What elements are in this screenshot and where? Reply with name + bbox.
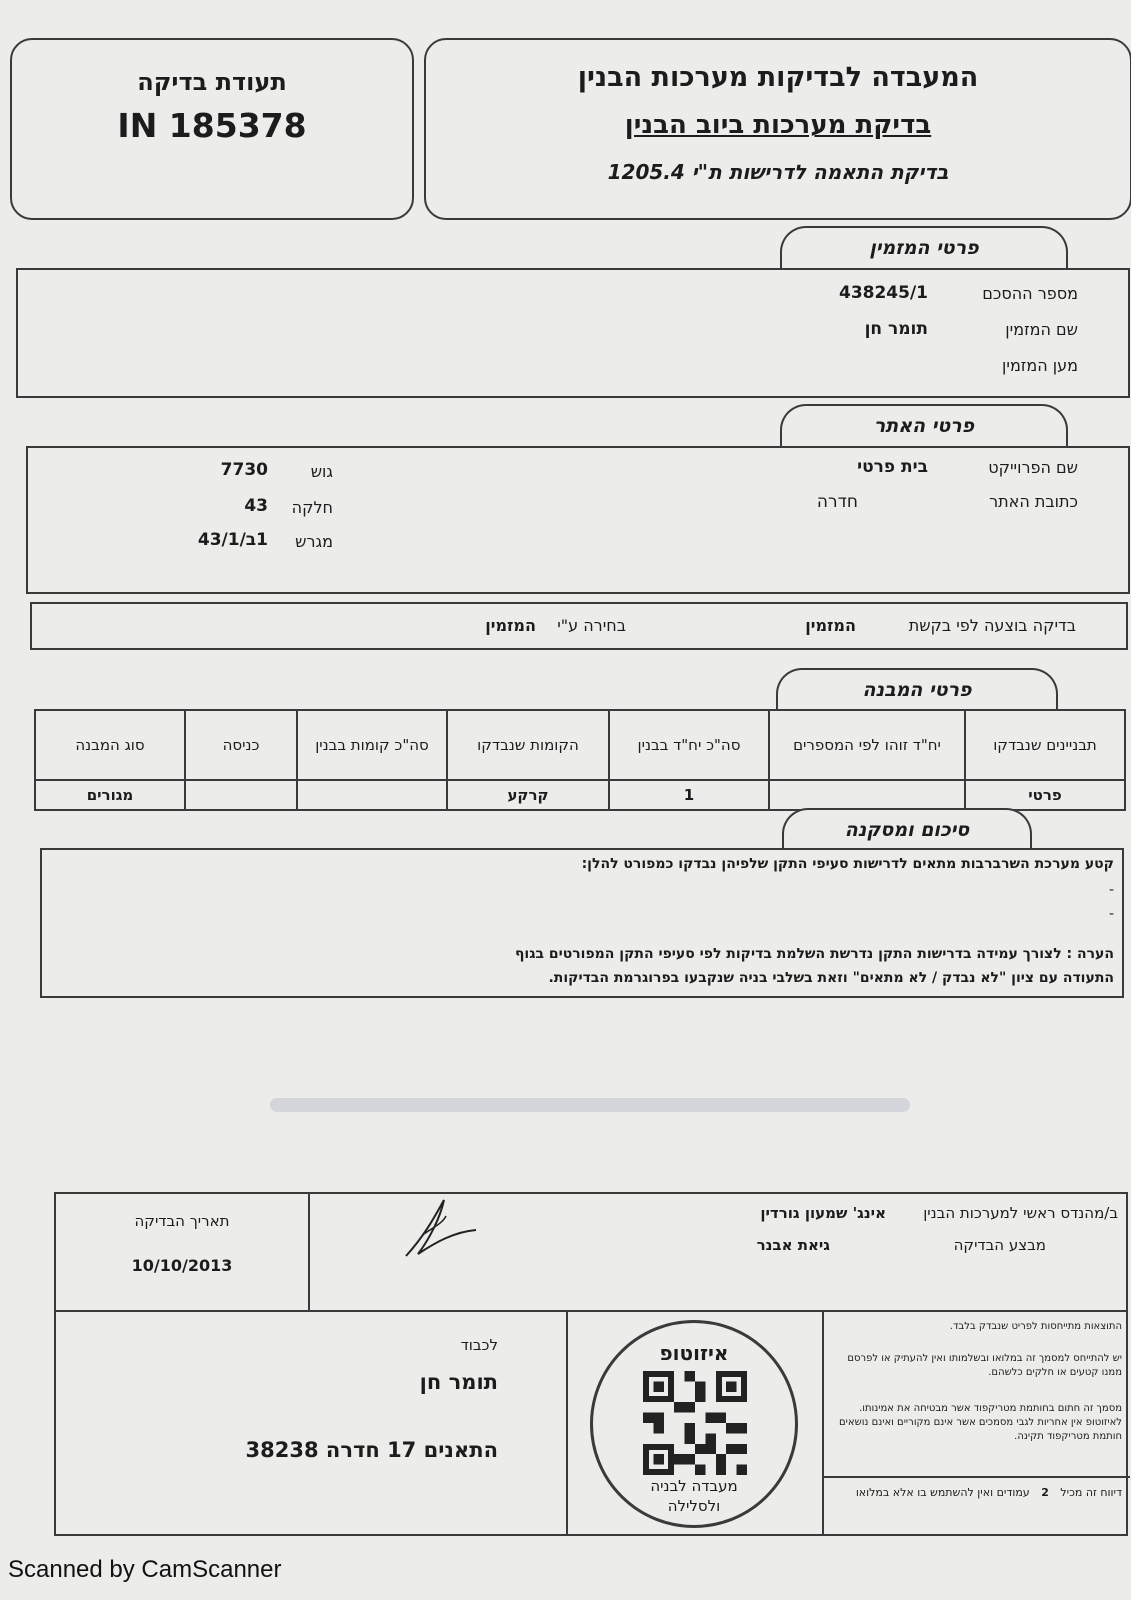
pages-count: 2 — [1041, 1486, 1049, 1499]
conformance-line: בדיקת התאמה לדרישות ת"י 1205.4 — [607, 160, 949, 184]
header-cell: יח"ד זוהו לפי המספרים — [769, 710, 965, 780]
site-details-box — [26, 446, 1130, 594]
helka-value: 43 — [244, 496, 268, 516]
migrash-value: 1ב/43/1 — [197, 530, 268, 550]
customer-name-value: תומר חן — [864, 319, 928, 339]
pages-prefix: דיווח זה מכיל — [1060, 1486, 1122, 1499]
summary-bullet: - — [1108, 882, 1114, 898]
gush-value: 7730 — [220, 460, 268, 480]
summary-note: הערה : לצורך עמידה בדרישות התקן נדרשת השלמת בדיקות לפי סעיפי התקן המפורטים בגוף — [514, 946, 1114, 962]
header-cell: הקומות שנבדקו — [447, 710, 609, 780]
lab-header-box — [424, 38, 1131, 220]
site-address-value: חדרה — [816, 492, 858, 512]
migrash-label: מגרש — [295, 532, 333, 551]
building-table-header — [35, 710, 1125, 780]
stamp-top-text: איזוטופ — [659, 1341, 729, 1365]
performed-by-label: בדיקה בוצעה לפי בקשת — [908, 616, 1076, 635]
lab-name: המעבדה לבדיקות מערכות הבנין — [577, 62, 979, 93]
header-cell: סוג המבנה — [35, 710, 185, 780]
certificate-number: IN 185378 — [117, 106, 307, 145]
disclaimer-p1: התוצאות מתייחסות לפריט שנבדק בלבד. — [949, 1321, 1122, 1332]
table-row — [35, 780, 1125, 810]
chief-engineer-label: ב/מהנדס ראשי למערכות הבנין — [923, 1204, 1118, 1222]
customer-details-box — [16, 268, 1130, 398]
table-cell: 1 — [609, 780, 769, 810]
table-cell: פרטי — [965, 780, 1125, 810]
disclaimer-p3: מסמך זה חתום בחותמת מטריקפוד אשר מבטיחה את אמינותו. לאיזוטופ אין אחריות לגבי מסמכים אשר אינם מקוריים ואינם נושאים חותמת מטריקפוד תקינה. — [839, 1403, 1122, 1442]
isotope-stamp — [590, 1320, 798, 1528]
pages-line — [832, 1486, 1122, 1500]
customer-address-label: מען המזמין — [1002, 356, 1078, 375]
qr-code-icon — [643, 1371, 747, 1475]
table-cell: מגורים — [35, 780, 185, 810]
table-cell: קרקע — [447, 780, 609, 810]
certificate-box — [10, 38, 414, 220]
pages-suffix: עמודים ואין להשתמש בו אלא במלואו — [855, 1486, 1030, 1499]
stamp-bottom-text: ולסלילה — [667, 1497, 721, 1515]
disclaimer-p2: יש להתייחס למסמך זה במלואו ובשלמותו ואין להעתיק או לפרסם ממנו קטעים או חלקים כלשהם. — [847, 1353, 1122, 1378]
summary-line: קטע מערכת השרברבות מתאים לדרישות סעיפי התקן שלפיהן נבדקו כמפורט להלן: — [581, 856, 1114, 872]
site-details-tab: פרטי האתר — [780, 404, 1068, 446]
stamp-bottom-text: מעבדה לבניה — [650, 1477, 738, 1495]
inspector-label: מבצע הבדיקה — [953, 1236, 1046, 1254]
table-cell — [297, 780, 447, 810]
agreement-label: מספר ההסכם — [982, 284, 1078, 303]
project-value: בית פרטי — [857, 457, 928, 477]
summary-tab: סיכום ומסקנה — [782, 808, 1032, 850]
building-table — [34, 709, 1126, 811]
bottom-divider-left — [566, 1312, 568, 1534]
recipient-to-label: לכבוד — [460, 1336, 498, 1354]
site-address-label: כתובת האתר — [989, 492, 1078, 511]
test-date-label: תאריך הבדיקה — [134, 1212, 230, 1230]
customer-name-label: שם המזמין — [1005, 320, 1078, 339]
chosen-by-value: המזמין — [485, 616, 536, 635]
recipient-address: התאנים 17 חדרה 38238 — [245, 1438, 498, 1462]
summary-note: התעודה עם ציון "לא נבדק / לא מתאים" וזאת בשלבי בניה שנקבעו בפרוגרמת הבדיקות. — [548, 970, 1114, 986]
header-cell: כניסה — [185, 710, 297, 780]
lab-subtitle: בדיקת מערכות ביוב הבנין — [624, 110, 932, 140]
helka-label: חלקה — [291, 498, 333, 517]
disclaimer-rule — [822, 1476, 1130, 1478]
bottom-divider-right — [822, 1312, 824, 1534]
header-cell: תבניינים שנבדקו — [965, 710, 1125, 780]
inspector-name: גיאת אבנר — [756, 1236, 830, 1254]
summary-bullet: - — [1108, 906, 1114, 922]
agreement-value: 438245/1 — [838, 283, 928, 303]
customer-details-tab: פרטי המזמין — [780, 226, 1068, 268]
signoff-box — [54, 1192, 1128, 1312]
building-details-tab: פרטי המבנה — [776, 668, 1058, 710]
performed-by-value: המזמין — [805, 616, 856, 635]
table-cell — [769, 780, 965, 810]
recipient-name: תומר חן — [419, 1370, 498, 1394]
scanner-watermark: Scanned by CamScanner — [8, 1556, 282, 1583]
chief-engineer-name: אינג' שמעון גורדין — [760, 1204, 886, 1222]
request-box — [30, 602, 1128, 650]
certificate-title: תעודת בדיקה — [137, 68, 287, 96]
table-cell — [185, 780, 297, 810]
signature — [396, 1194, 486, 1270]
summary-box — [40, 848, 1124, 998]
chosen-by-label: בחירה ע"י — [557, 616, 626, 635]
header-cell: סה"כ יח"ד בבנין — [609, 710, 769, 780]
gush-label: גוש — [310, 462, 333, 481]
bottom-box — [54, 1310, 1128, 1536]
signoff-divider — [308, 1194, 310, 1310]
scan-smudge — [270, 1098, 910, 1112]
project-label: שם הפרוייקט — [988, 458, 1078, 477]
test-date-value: 10/10/2013 — [131, 1256, 233, 1275]
header-cell: סה"כ קומות בבנין — [297, 710, 447, 780]
